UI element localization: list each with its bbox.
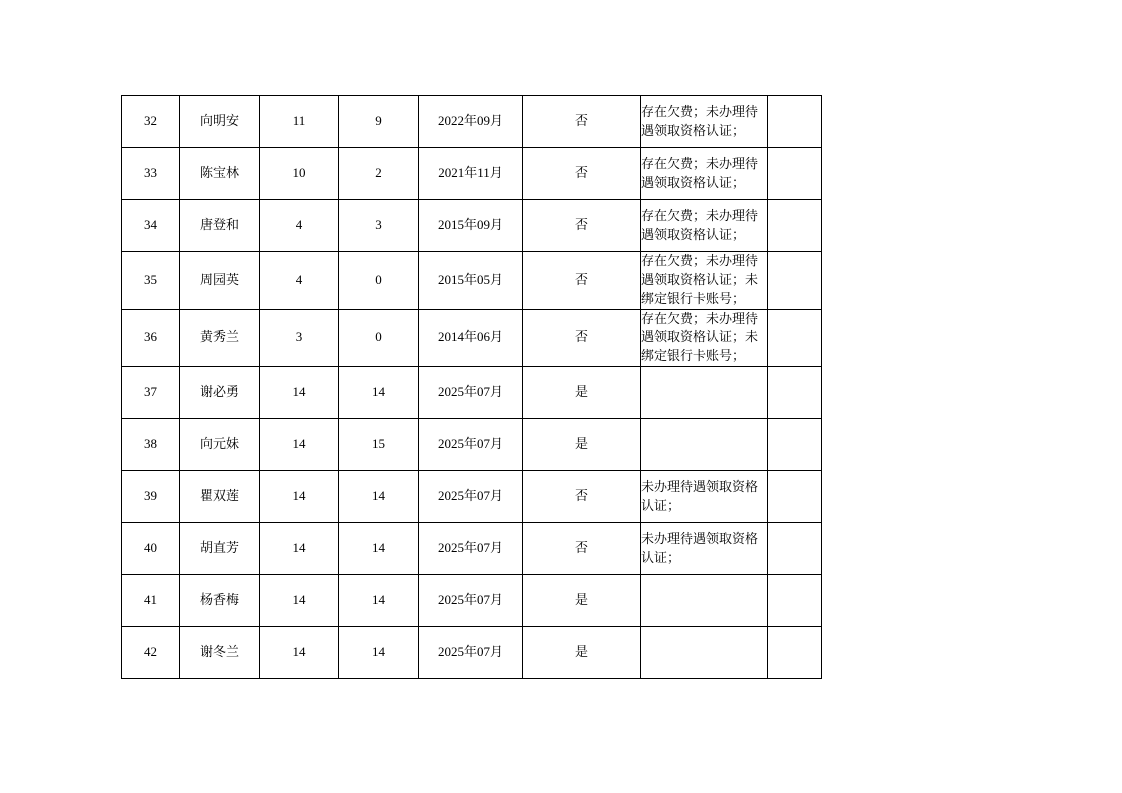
table-row <box>122 471 822 523</box>
cell-due-years: 14 <box>260 367 339 419</box>
cell-name: 周园英 <box>180 252 260 310</box>
cell-date: 2025年07月 <box>419 523 523 575</box>
cell-index: 33 <box>122 148 180 200</box>
cell-extra <box>768 148 822 200</box>
table-row <box>122 419 822 471</box>
cell-date: 2014年06月 <box>419 309 523 367</box>
cell-note <box>641 575 768 627</box>
cell-due-years: 4 <box>260 252 339 310</box>
cell-extra <box>768 96 822 148</box>
cell-date: 2015年09月 <box>419 200 523 252</box>
records-table <box>121 95 822 679</box>
cell-date: 2015年05月 <box>419 252 523 310</box>
cell-note <box>641 367 768 419</box>
cell-paid-years: 14 <box>339 575 419 627</box>
cell-extra <box>768 419 822 471</box>
cell-date: 2025年07月 <box>419 419 523 471</box>
cell-extra <box>768 471 822 523</box>
cell-paid-years: 14 <box>339 627 419 679</box>
cell-paid-years: 0 <box>339 309 419 367</box>
cell-index: 38 <box>122 419 180 471</box>
cell-status-flag: 否 <box>523 471 641 523</box>
cell-index: 32 <box>122 96 180 148</box>
cell-status-flag: 否 <box>523 252 641 310</box>
cell-date: 2025年07月 <box>419 575 523 627</box>
cell-paid-years: 15 <box>339 419 419 471</box>
cell-date: 2025年07月 <box>419 471 523 523</box>
cell-extra <box>768 367 822 419</box>
cell-status-flag: 是 <box>523 575 641 627</box>
cell-note: 存在欠费；未办理待遇领取资格认证； <box>641 200 768 252</box>
cell-extra <box>768 200 822 252</box>
cell-paid-years: 0 <box>339 252 419 310</box>
cell-index: 41 <box>122 575 180 627</box>
cell-name: 向明安 <box>180 96 260 148</box>
cell-name: 向元妹 <box>180 419 260 471</box>
cell-status-flag: 否 <box>523 309 641 367</box>
table-row <box>122 627 822 679</box>
cell-status-flag: 否 <box>523 96 641 148</box>
cell-date: 2022年09月 <box>419 96 523 148</box>
cell-extra <box>768 575 822 627</box>
cell-note: 存在欠费；未办理待遇领取资格认证；未绑定银行卡账号； <box>641 252 768 310</box>
cell-date: 2025年07月 <box>419 627 523 679</box>
cell-status-flag: 是 <box>523 627 641 679</box>
cell-status-flag: 是 <box>523 419 641 471</box>
cell-name: 杨香梅 <box>180 575 260 627</box>
cell-index: 36 <box>122 309 180 367</box>
cell-note: 存在欠费；未办理待遇领取资格认证；未绑定银行卡账号； <box>641 309 768 367</box>
cell-due-years: 14 <box>260 575 339 627</box>
cell-name: 黄秀兰 <box>180 309 260 367</box>
cell-extra <box>768 627 822 679</box>
cell-name: 谢冬兰 <box>180 627 260 679</box>
cell-index: 37 <box>122 367 180 419</box>
cell-note <box>641 419 768 471</box>
cell-name: 胡直芳 <box>180 523 260 575</box>
cell-paid-years: 14 <box>339 367 419 419</box>
cell-status-flag: 否 <box>523 200 641 252</box>
table-row <box>122 148 822 200</box>
table-row <box>122 523 822 575</box>
cell-date: 2021年11月 <box>419 148 523 200</box>
cell-index: 39 <box>122 471 180 523</box>
table-row <box>122 367 822 419</box>
table-row <box>122 200 822 252</box>
cell-note: 未办理待遇领取资格认证； <box>641 523 768 575</box>
cell-extra <box>768 523 822 575</box>
cell-due-years: 14 <box>260 627 339 679</box>
cell-note: 存在欠费；未办理待遇领取资格认证； <box>641 96 768 148</box>
cell-paid-years: 2 <box>339 148 419 200</box>
cell-note: 未办理待遇领取资格认证； <box>641 471 768 523</box>
cell-due-years: 14 <box>260 523 339 575</box>
cell-name: 瞿双莲 <box>180 471 260 523</box>
cell-extra <box>768 252 822 310</box>
cell-index: 35 <box>122 252 180 310</box>
cell-note <box>641 627 768 679</box>
cell-due-years: 11 <box>260 96 339 148</box>
cell-name: 谢必勇 <box>180 367 260 419</box>
cell-paid-years: 3 <box>339 200 419 252</box>
cell-note: 存在欠费；未办理待遇领取资格认证； <box>641 148 768 200</box>
table-row <box>122 309 822 367</box>
cell-due-years: 4 <box>260 200 339 252</box>
table-row <box>122 96 822 148</box>
cell-due-years: 14 <box>260 419 339 471</box>
cell-date: 2025年07月 <box>419 367 523 419</box>
cell-extra <box>768 309 822 367</box>
cell-name: 陈宝林 <box>180 148 260 200</box>
table-row <box>122 575 822 627</box>
cell-index: 40 <box>122 523 180 575</box>
table-body <box>122 96 822 679</box>
cell-paid-years: 14 <box>339 523 419 575</box>
cell-status-flag: 是 <box>523 367 641 419</box>
cell-due-years: 10 <box>260 148 339 200</box>
cell-due-years: 14 <box>260 471 339 523</box>
cell-paid-years: 9 <box>339 96 419 148</box>
cell-paid-years: 14 <box>339 471 419 523</box>
cell-index: 34 <box>122 200 180 252</box>
cell-index: 42 <box>122 627 180 679</box>
data-table-container <box>121 95 821 679</box>
cell-status-flag: 否 <box>523 523 641 575</box>
cell-name: 唐登和 <box>180 200 260 252</box>
cell-due-years: 3 <box>260 309 339 367</box>
table-row <box>122 252 822 310</box>
cell-status-flag: 否 <box>523 148 641 200</box>
